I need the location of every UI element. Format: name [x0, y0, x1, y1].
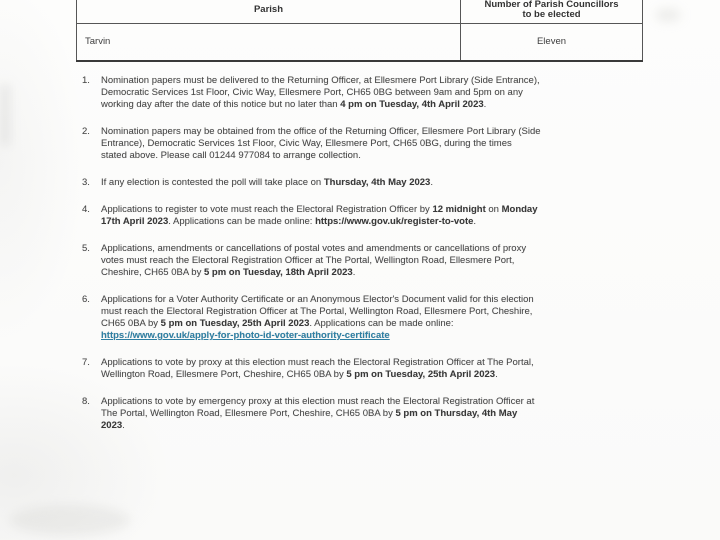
notice-plain-text: .: [122, 420, 125, 431]
notice-plain-text: Applications to register to vote must reach the Electoral Registration Officer by: [101, 204, 433, 215]
councillors-header-line1: Number of Parish Councillors: [484, 0, 619, 10]
notice-item-text: [101, 294, 628, 342]
notice-text-line: [101, 204, 628, 216]
notice-text-line: [101, 306, 628, 318]
notice-plain-text: .: [473, 216, 477, 227]
notice-text-line: [101, 243, 628, 255]
parish-header-label: Parish: [253, 4, 284, 15]
notice-bold-text: Thursday, 4th May 2023: [323, 177, 431, 188]
notice-item-text: [101, 357, 628, 381]
notice-item: [82, 357, 628, 381]
notice-text-line: [101, 396, 628, 408]
notice-plain-text: If any election is contested the poll will take place on: [101, 177, 324, 188]
notice-item-text: [101, 75, 628, 111]
notice-item-text: [101, 243, 628, 279]
parish-column-header: [77, 0, 461, 24]
notice-plain-text: .: [430, 177, 433, 188]
notice-text-line: [101, 369, 628, 381]
notice-plain-text: Applications for a Voter Authority Certificate or an Anonymous Elector's Document valid for this election: [101, 294, 534, 305]
notice-item: [82, 75, 628, 111]
notice-item-number: 6.: [82, 294, 90, 305]
notice-plain-text: .: [495, 369, 498, 380]
notice-plain-text: . Applications can be made online:: [168, 216, 316, 227]
notice-text-line: [101, 255, 628, 267]
parish-name-cell: Tarvin: [77, 24, 461, 61]
notice-item: [82, 294, 628, 342]
notice-item: [82, 204, 628, 228]
notice-item-text: [101, 177, 628, 189]
notice-item: [82, 243, 628, 279]
notice-plain-text: CH65 0BA by: [101, 318, 161, 329]
notice-item: [82, 126, 628, 162]
notice-plain-text: Nomination papers must be delivered to the Returning Officer, at Ellesmere Port Library (Side Entrance),: [101, 75, 540, 86]
notice-item-text: [101, 396, 628, 432]
notice-text-line: [101, 177, 628, 189]
notice-text-line: [101, 150, 628, 162]
notice-text-line: [101, 420, 628, 432]
table-row: [77, 24, 643, 61]
notice-list: [82, 75, 628, 447]
voter-authority-certificate-link[interactable]: https://www.gov.uk/apply-for-photo-id-voter-authority-certificate: [101, 330, 390, 341]
notice-plain-text: on: [485, 204, 502, 215]
notice-item-number: 3.: [82, 177, 90, 188]
notice-bold-text: 5 pm on Thursday, 4th May: [395, 408, 518, 419]
notice-plain-text: stated above. Please call 01244 977084 to arrange collection.: [101, 150, 361, 161]
notice-item-number: 4.: [82, 204, 90, 215]
notice-bold-text: https://www.gov.uk/register-to-vote: [315, 216, 474, 227]
notice-bold-text: 5 pm on Tuesday, 18th April 2023: [203, 267, 353, 278]
notice-plain-text: working day after the date of this notice but no later than: [101, 99, 341, 110]
notice-bold-text: Monday: [501, 204, 538, 215]
notice-bold-text: 2023: [101, 420, 123, 431]
notice-plain-text: votes must reach the Electoral Registration Officer at The Portal, Wellington Road, Ellesmere Port,: [101, 255, 515, 266]
notice-bold-text: 4 pm on Tuesday, 4th April 2023: [340, 99, 484, 110]
notice-plain-text: . Applications can be made online:: [309, 318, 454, 329]
councillors-column-header: [461, 0, 643, 24]
notice-plain-text: Democratic Services 1st Floor, Civic Way, Ellesmere Port, CH65 0BG between 9am and 5pm on any: [101, 87, 523, 98]
scan-artifact: [10, 505, 130, 535]
notice-text-line: [101, 99, 628, 111]
notice-text-line: [101, 75, 628, 87]
notice-text-line: [101, 330, 628, 342]
notice-plain-text: Applications to vote by proxy at this election must reach the Electoral Registration Officer at The Portal,: [101, 357, 534, 368]
notice-plain-text: Applications to vote by emergency proxy at this election must reach the Electoral Registration Officer at: [101, 396, 535, 407]
notice-item-text: [101, 126, 628, 162]
notice-bold-text: 17th April 2023: [101, 216, 169, 227]
scan-artifact: [0, 85, 10, 145]
notice-text-line: [101, 138, 628, 150]
notice-item-text: [101, 204, 628, 228]
notice-text-line: [101, 87, 628, 99]
councillors-header-line2: to be elected: [522, 9, 581, 20]
notice-item: [82, 396, 628, 432]
notice-text-line: [101, 294, 628, 306]
notice-plain-text: .: [483, 99, 487, 110]
notice-bold-text: 12 midnight: [432, 204, 486, 215]
scan-artifact: [655, 8, 681, 22]
notice-bold-text: 5 pm on Tuesday, 25th April 2023: [160, 318, 310, 329]
notice-text-line: [101, 216, 628, 228]
notice-plain-text: The Portal, Wellington Road, Ellesmere Port, Cheshire, CH65 0BA by: [101, 408, 396, 419]
notice-plain-text: .: [352, 267, 356, 278]
notice-plain-text: Wellington Road, Ellesmere Port, Cheshire, CH65 0BA by: [101, 369, 347, 380]
notice-plain-text: Entrance), Democratic Services 1st Floor, Civic Way, Ellesmere Port, CH65 0BG, during the times: [101, 138, 512, 149]
councillors-count-cell: Eleven: [461, 24, 643, 61]
notice-item-number: 1.: [82, 75, 90, 86]
notice-plain-text: Nomination papers may be obtained from the office of the Returning Officer, Ellesmere Port Library (Side: [101, 126, 541, 137]
notice-item-number: 5.: [82, 243, 90, 254]
notice-bold-text: 5 pm on Tuesday, 25th April 2023: [346, 369, 496, 380]
notice-text-line: [101, 408, 628, 420]
notice-plain-text: Cheshire, CH65 0BA by: [101, 267, 204, 278]
parish-councillors-table: [76, 0, 643, 62]
notice-text-line: [101, 126, 628, 138]
notice-item-number: 7.: [82, 357, 90, 368]
notice-item-number: 2.: [82, 126, 90, 137]
notice-item: [82, 177, 628, 189]
notice-text-line: [101, 318, 628, 330]
table-header-row: [77, 0, 643, 24]
notice-plain-text: must reach the Electoral Registration Officer at The Portal, Wellington Road, Ellesmere Port, Cheshire,: [101, 306, 533, 317]
notice-item-number: 8.: [82, 396, 90, 407]
notice-text-line: [101, 357, 628, 369]
notice-plain-text: Applications, amendments or cancellations of postal votes and amendments or cancellations of proxy: [101, 243, 527, 254]
notice-text-line: [101, 267, 628, 279]
